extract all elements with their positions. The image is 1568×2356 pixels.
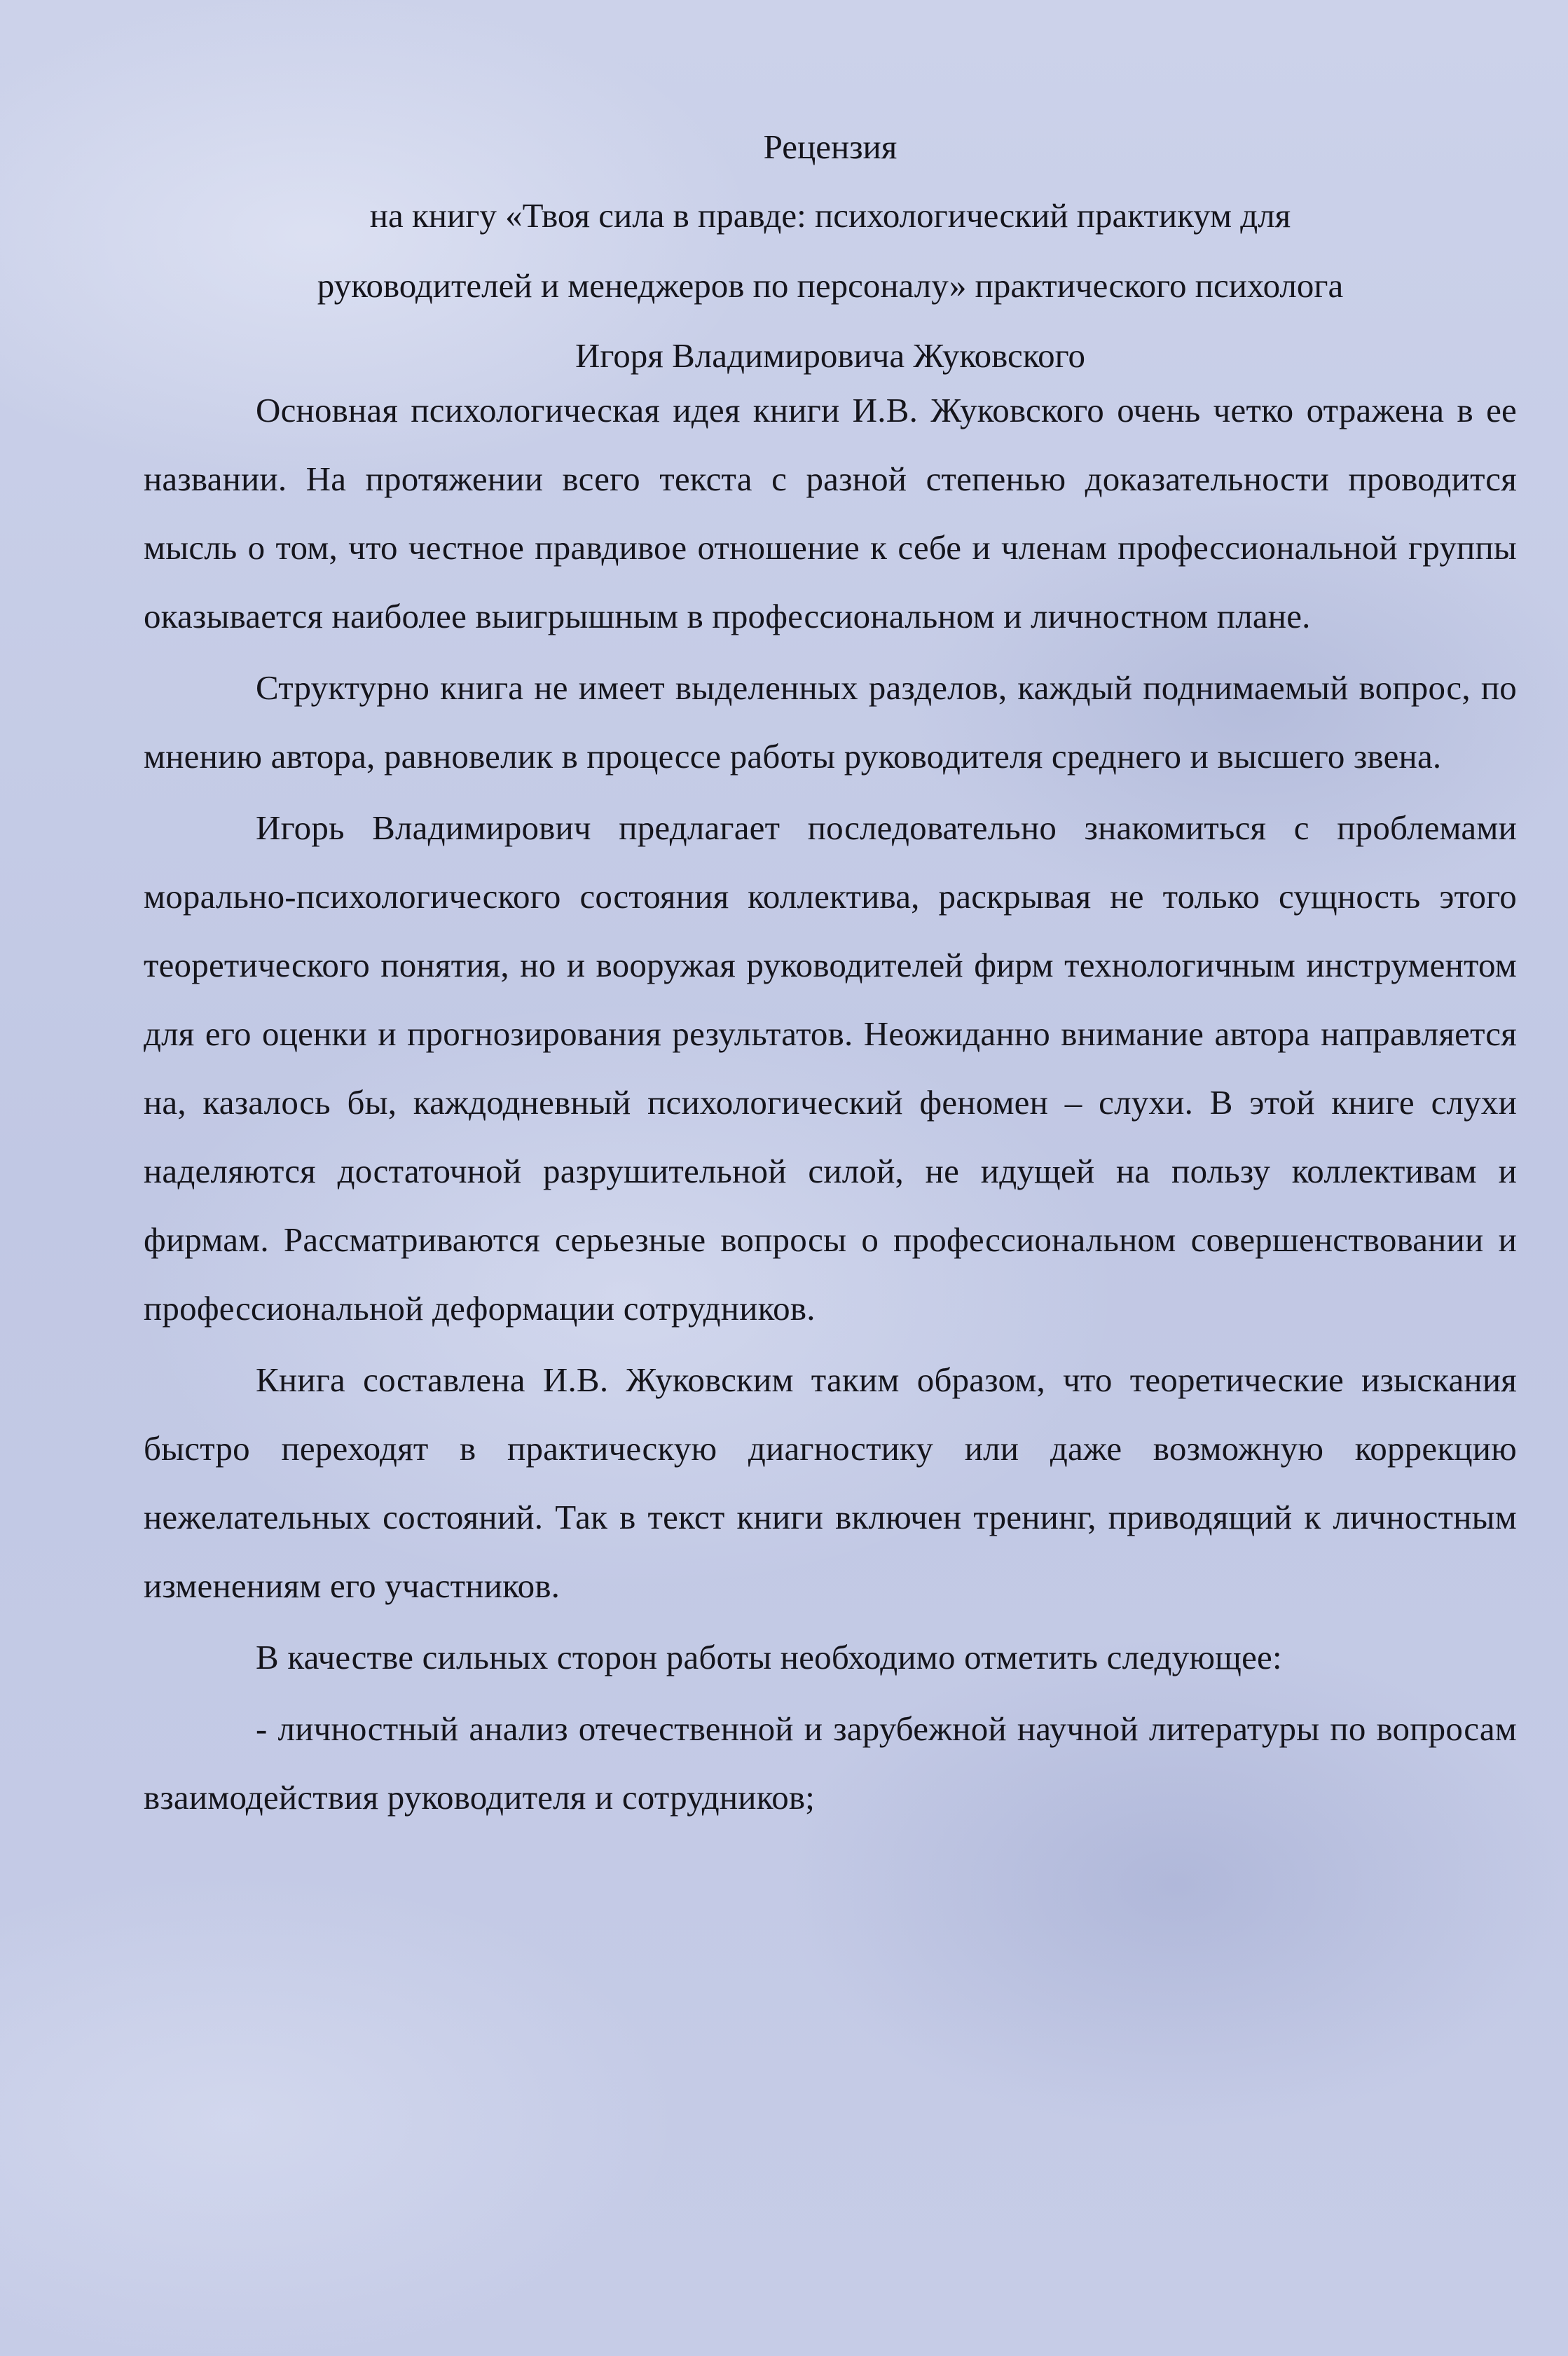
document-title: Рецензия <box>763 128 898 166</box>
document-page <box>144 130 1517 1832</box>
subtitle-line-3: Игоря Владимировича Жуковского <box>575 336 1085 375</box>
subtitle-line-2: руководителей и менеджеров по персоналу» практического психолога <box>317 266 1344 305</box>
paragraph-6: - личностный анализ отечественной и зарубежной научной литературы по вопросам взаимодействия руководителя и сотрудников; <box>144 1709 1517 1817</box>
paragraph-4: Книга составлена И.В. Жуковским таким образом, что теоретические изыскания быстро переходят в практическую диагностику или даже возможную коррекцию нежелательных состояний. Так в текст книги включен тренинг, приводящий к личностным изменениям его участников. <box>144 1360 1517 1605</box>
paragraph-5: В качестве сильных сторон работы необходимо отметить следующее: <box>256 1638 1282 1676</box>
paragraph-1: Основная психологическая идея книги И.В. Жуковского очень четко отражена в ее названии. На протяжении всего текста с разной степенью доказательности проводится мысль о том, что честное правдивое отношение к себе и членам профессиональной группы оказывается наиболее выигрышным в профессиональном и личностном плане. <box>144 391 1517 635</box>
subtitle-line-1: на книгу «Твоя сила в правде: психологический практикум для <box>369 196 1291 235</box>
paragraph-3: Игорь Владимирович предлагает последовательно знакомиться с проблемами морально-психологического состояния коллектива, раскрывая не только сущность этого теоретического понятия, но и вооружая руководителей фирм технологичным инструментом для его оценки и прогнозирования результатов. Неожиданно внимание автора направляется на, казалось бы, каждодневный психологический феномен – слухи. В этой книге слухи наделяются достаточной разрушительной силой, не идущей на пользу коллективам и фирмам. Рассматриваются серьезные вопросы о профессиональном совершенствовании и профессиональной деформации сотрудников. <box>144 808 1517 1328</box>
paragraph-2: Структурно книга не имеет выделенных разделов, каждый поднимаемый вопрос, по мнению автора, равновелик в процессе работы руководителя среднего и высшего звена. <box>144 668 1517 776</box>
